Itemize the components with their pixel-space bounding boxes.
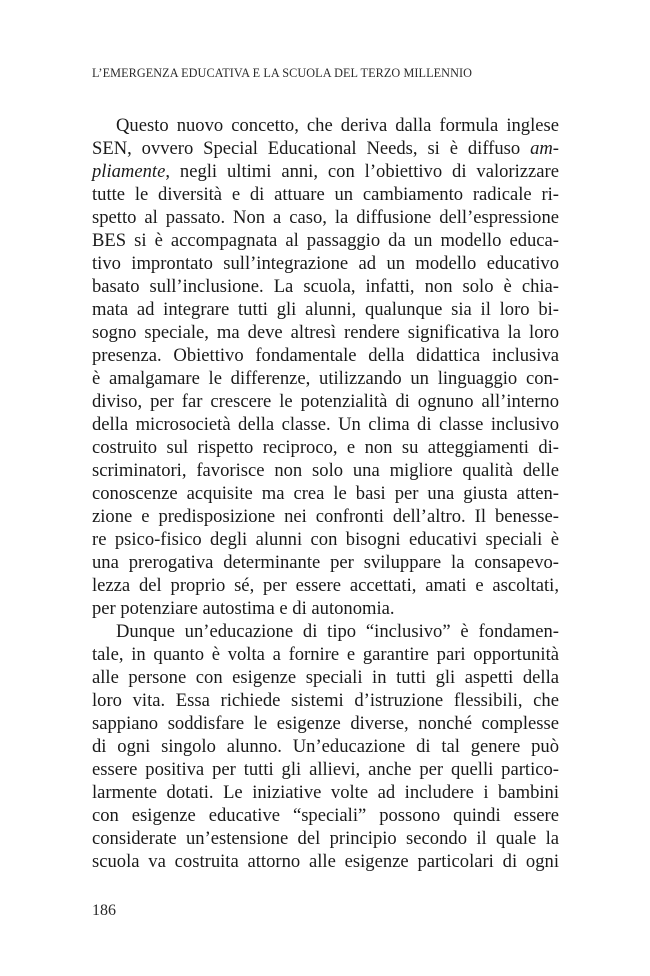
italic-run: pliamente <box>92 161 166 182</box>
text-line: della microsocietà della classe. Un clima di classe inclusivo <box>92 414 559 435</box>
text-line: presenza. Obiettivo fondamentale della didattica inclusiva <box>92 345 559 366</box>
text-line: tivo improntato sull’integrazione ad un modello educativo <box>92 253 559 274</box>
text-line: considerate un’estensione del principio secondo il quale la <box>92 828 559 849</box>
text-line: conoscenze acquisite ma crea le basi per una giusta atten- <box>92 483 559 504</box>
text-line: alle persone con esigenze speciali in tutti gli aspetti della <box>92 667 559 688</box>
body-text <box>92 114 559 873</box>
text-line: loro vita. Essa richiede sistemi d’istruzione flessibili, che <box>92 690 559 711</box>
text-line: Dunque un’educazione di tipo “inclusivo” è fondamen- <box>116 621 559 642</box>
text-line: re psico-fisico degli alunni con bisogni educativi speciali è <box>92 529 559 550</box>
text-line: scuola va costruita attorno alle esigenze particolari di ogni <box>92 851 559 872</box>
text-line: SEN, ovvero Special Educational Needs, si è diffuso am- <box>92 138 559 159</box>
text-line: spetto al passato. Non a caso, la diffusione dell’espressione <box>92 207 559 228</box>
text-line: basato sull’inclusione. La scuola, infatti, non solo è chia- <box>92 276 559 297</box>
text-line: è amalgamare le differenze, utilizzando un linguaggio con- <box>92 368 559 389</box>
text-line: tutte le diversità e di attuare un cambiamento radicale ri- <box>92 184 559 205</box>
text-line: sappiano soddisfare le esigenze diverse, nonché complesse <box>92 713 559 734</box>
text-line: essere positiva per tutti gli allievi, anche per quelli partico- <box>92 759 559 780</box>
text-line: Questo nuovo concetto, che deriva dalla formula inglese <box>116 115 559 136</box>
text-line: costruito sul rispetto reciproco, e non su atteggiamenti di- <box>92 437 559 458</box>
page-number: 186 <box>92 902 116 919</box>
text-line: di ogni singolo alunno. Un’educazione di tal genere può <box>92 736 559 757</box>
text-line: diviso, per far crescere le potenzialità di ognuno all’interno <box>92 391 559 412</box>
text-line: una prerogativa determinante per sviluppare la consapevo- <box>92 552 559 573</box>
text-line: mata ad integrare tutti gli alunni, qualunque sia il loro bi- <box>92 299 559 320</box>
text-line: zione e predisposizione nei confronti dell’altro. Il benesse- <box>92 506 559 527</box>
running-header: L’EMERGENZA EDUCATIVA E LA SCUOLA DEL TERZO MILLENNIO <box>92 66 473 80</box>
text-line: tale, in quanto è volta a fornire e garantire pari opportunità <box>92 644 559 665</box>
text-line: sogno speciale, ma deve altresì rendere significativa la loro <box>92 322 559 343</box>
text-line: BES si è accompagnata al passaggio da un modello educa- <box>92 230 559 251</box>
text-line: pliamente, negli ultimi anni, con l’obiettivo di valorizzare <box>92 161 559 182</box>
italic-run: am- <box>530 138 559 159</box>
text-line: per potenziare autostima e di autonomia. <box>92 598 395 619</box>
text-line: larmente dotati. Le iniziative volte ad includere i bambini <box>92 782 559 803</box>
text-line: con esigenze educative “speciali” possono quindi essere <box>92 805 559 826</box>
text-line: lezza del proprio sé, per essere accettati, amati e ascoltati, <box>92 575 559 596</box>
text-line: scriminatori, favorisce non solo una migliore qualità delle <box>92 460 559 481</box>
